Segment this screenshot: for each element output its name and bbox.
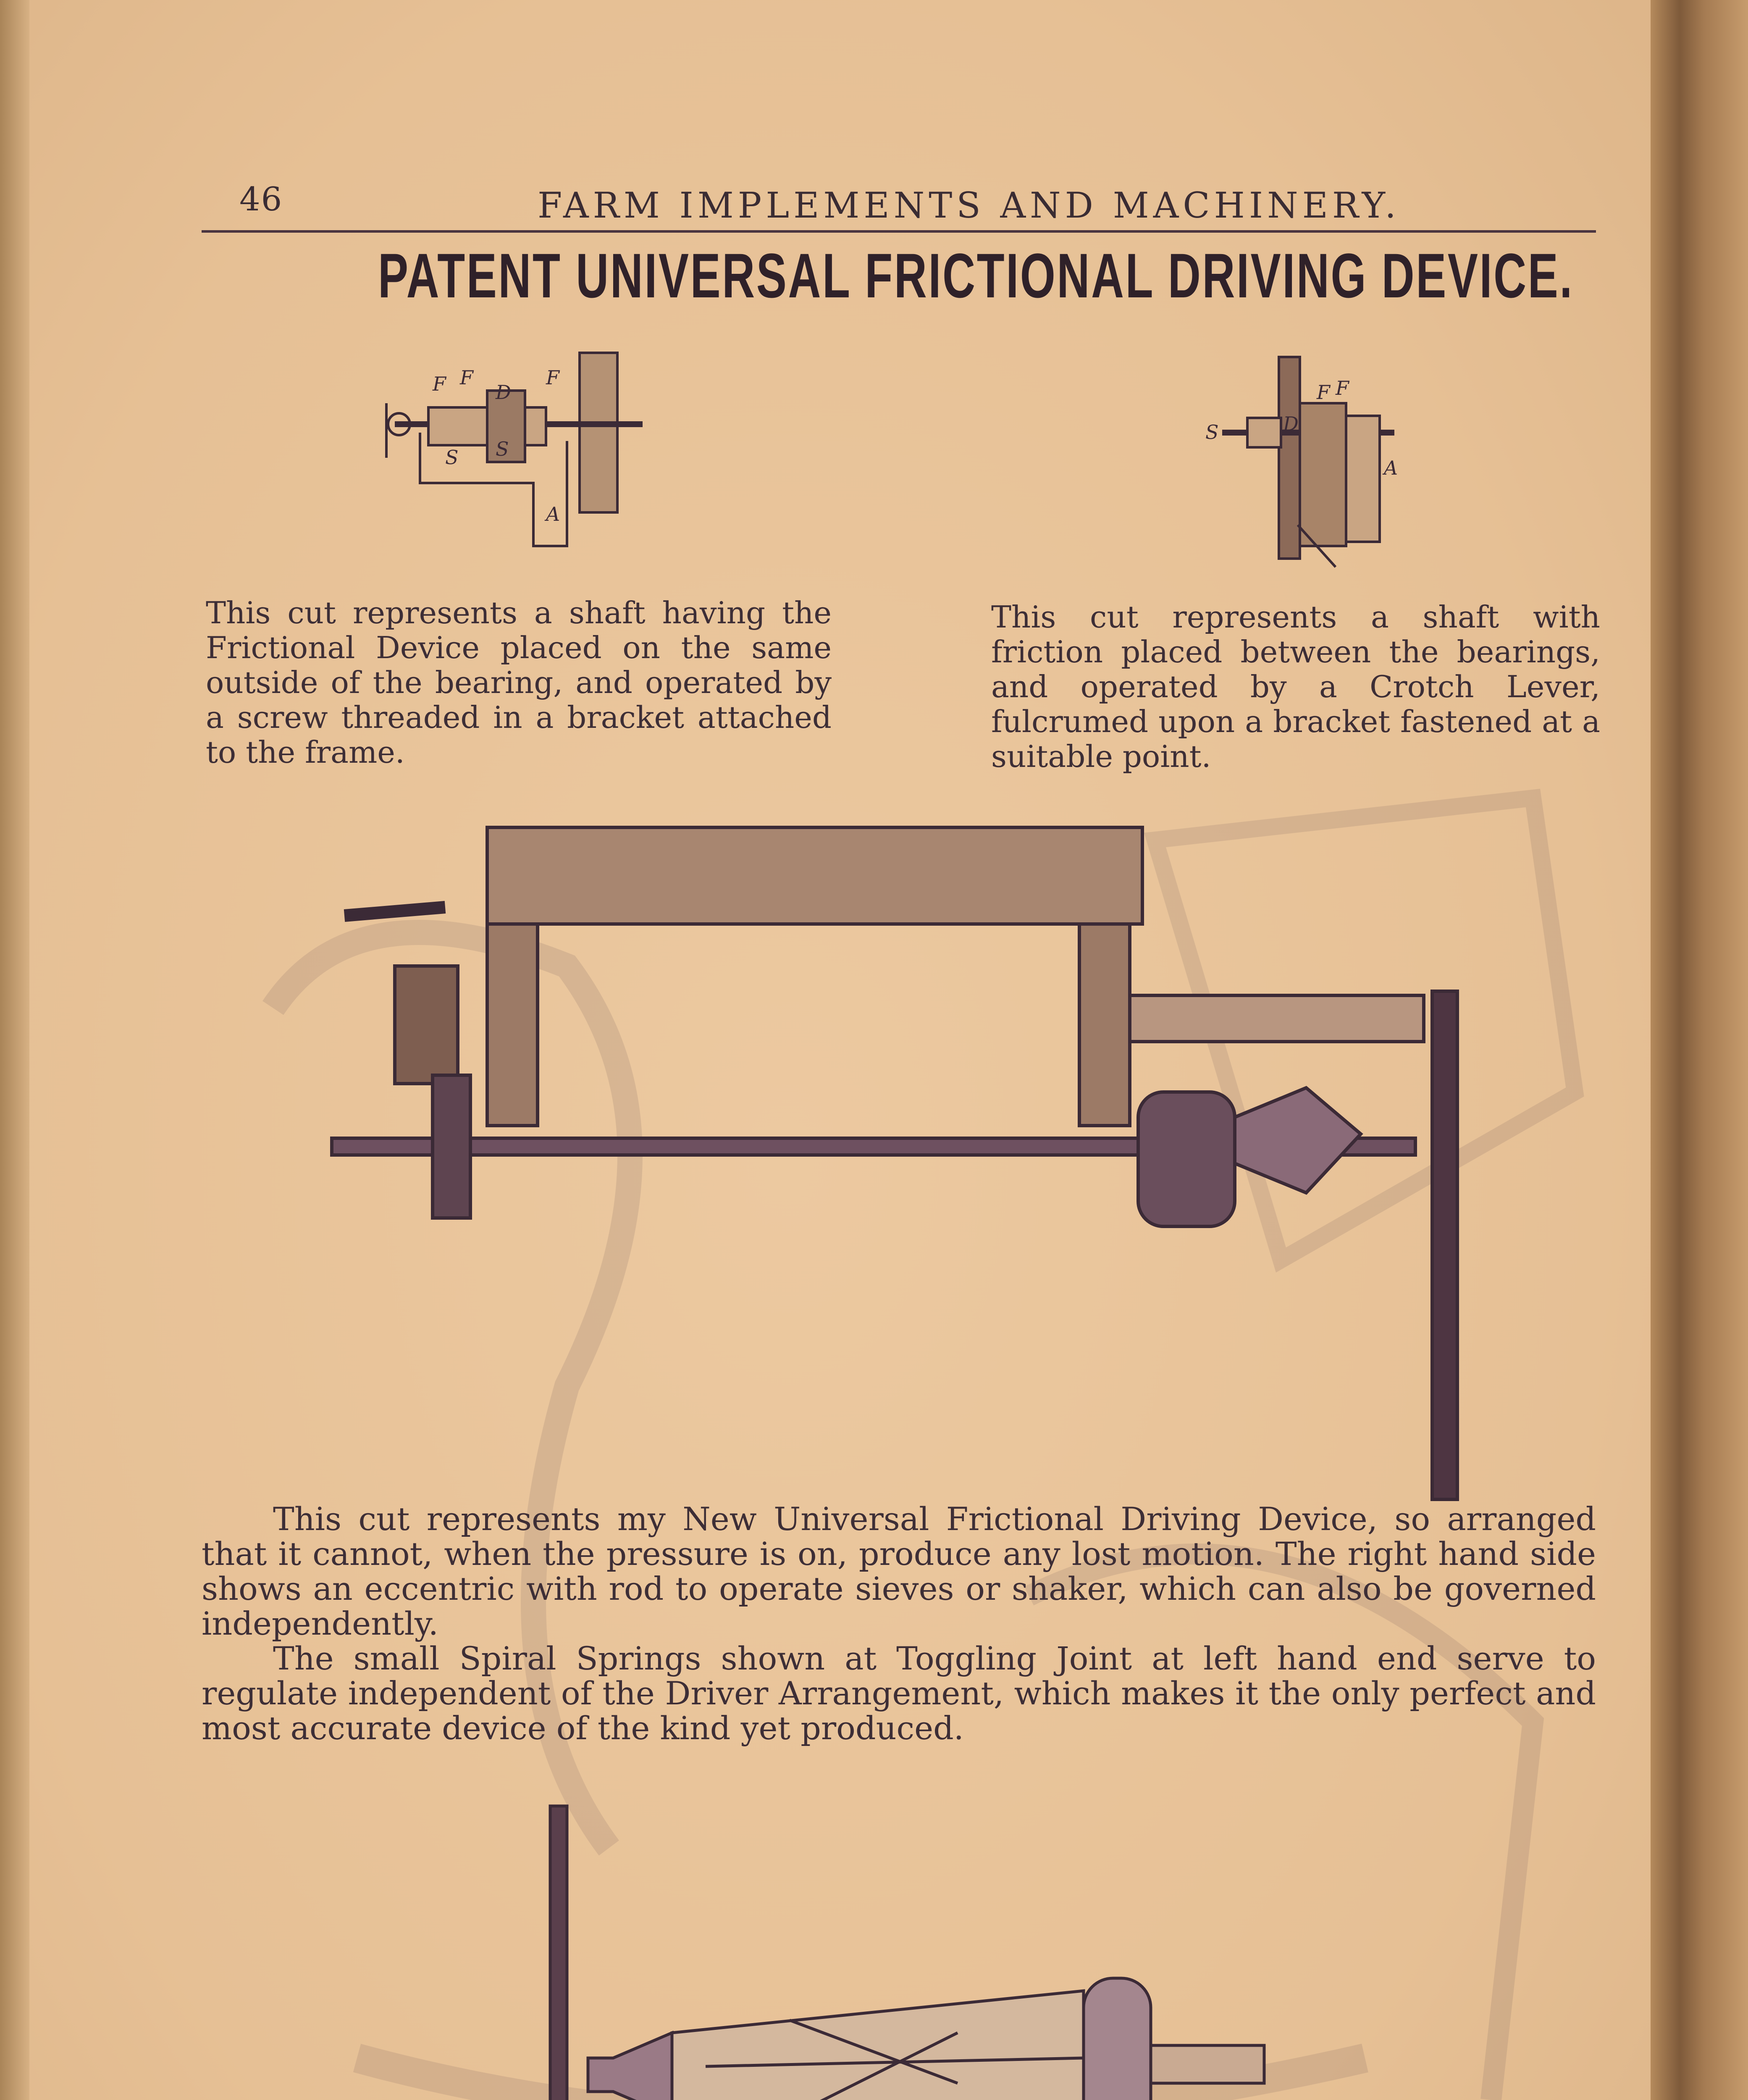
page-number: 46 [239,181,283,218]
main-paragraph-1: This cut represents my New Universal Frictional Driving Device, so arranged that it cannot, when the pressure is on, produce any lost motion. The right hand side shows an eccentric with rod to operate sieves or shaker, which can also be governed independently. [202,1500,1596,1642]
figure-2-caption: This cut represents a shaft with friction placed between the bearings, and operated by a Crotch Lever, fulcrumed upon a bracket fastened at a suitable point. [991,599,1600,774]
figure-1-caption: This cut represents a shaft having the Frictional Device placed on the same outside of the bearing, and operated by a screw threaded in a bracket attached to the frame. [206,595,832,770]
main-device-illustration [319,815,1520,1504]
bottom-device-illustration [538,1798,1294,2100]
fig1-label-f1: F [433,373,446,395]
fig2-label-a: A [1384,457,1398,479]
page-title: PATENT UNIVERSAL FRICTIONAL DRIVING DEVICE. [378,240,1574,311]
page-left-edge [0,0,29,2100]
book-spine [1651,0,1748,2100]
figure-1-illustration [370,344,664,563]
fig1-label-s1: S [445,446,459,469]
fig1-label-d: D [496,381,511,404]
fig1-label-f3: F [546,366,559,389]
figure-2-illustration [1197,349,1415,584]
fig1-label-a: A [546,503,560,525]
fig2-label-f2: F [1336,377,1349,399]
main-paragraph-2: The small Spiral Springs shown at Toggling Joint at left hand end serve to regulate independent of the Driver Arrangement, which makes it the only perfect and most accurate device of the kind yet produced. [202,1640,1596,1747]
header-rule [202,230,1596,233]
fig1-label-s2: S [496,438,509,460]
fig2-label-f1: F [1317,381,1330,404]
fig2-label-d: D [1283,412,1299,435]
fig2-label-s: S [1205,421,1219,444]
main-description [202,1502,1596,1746]
fig1-label-f2: F [460,366,473,389]
running-head: FARM IMPLEMENTS AND MACHINERY. [538,185,1400,226]
